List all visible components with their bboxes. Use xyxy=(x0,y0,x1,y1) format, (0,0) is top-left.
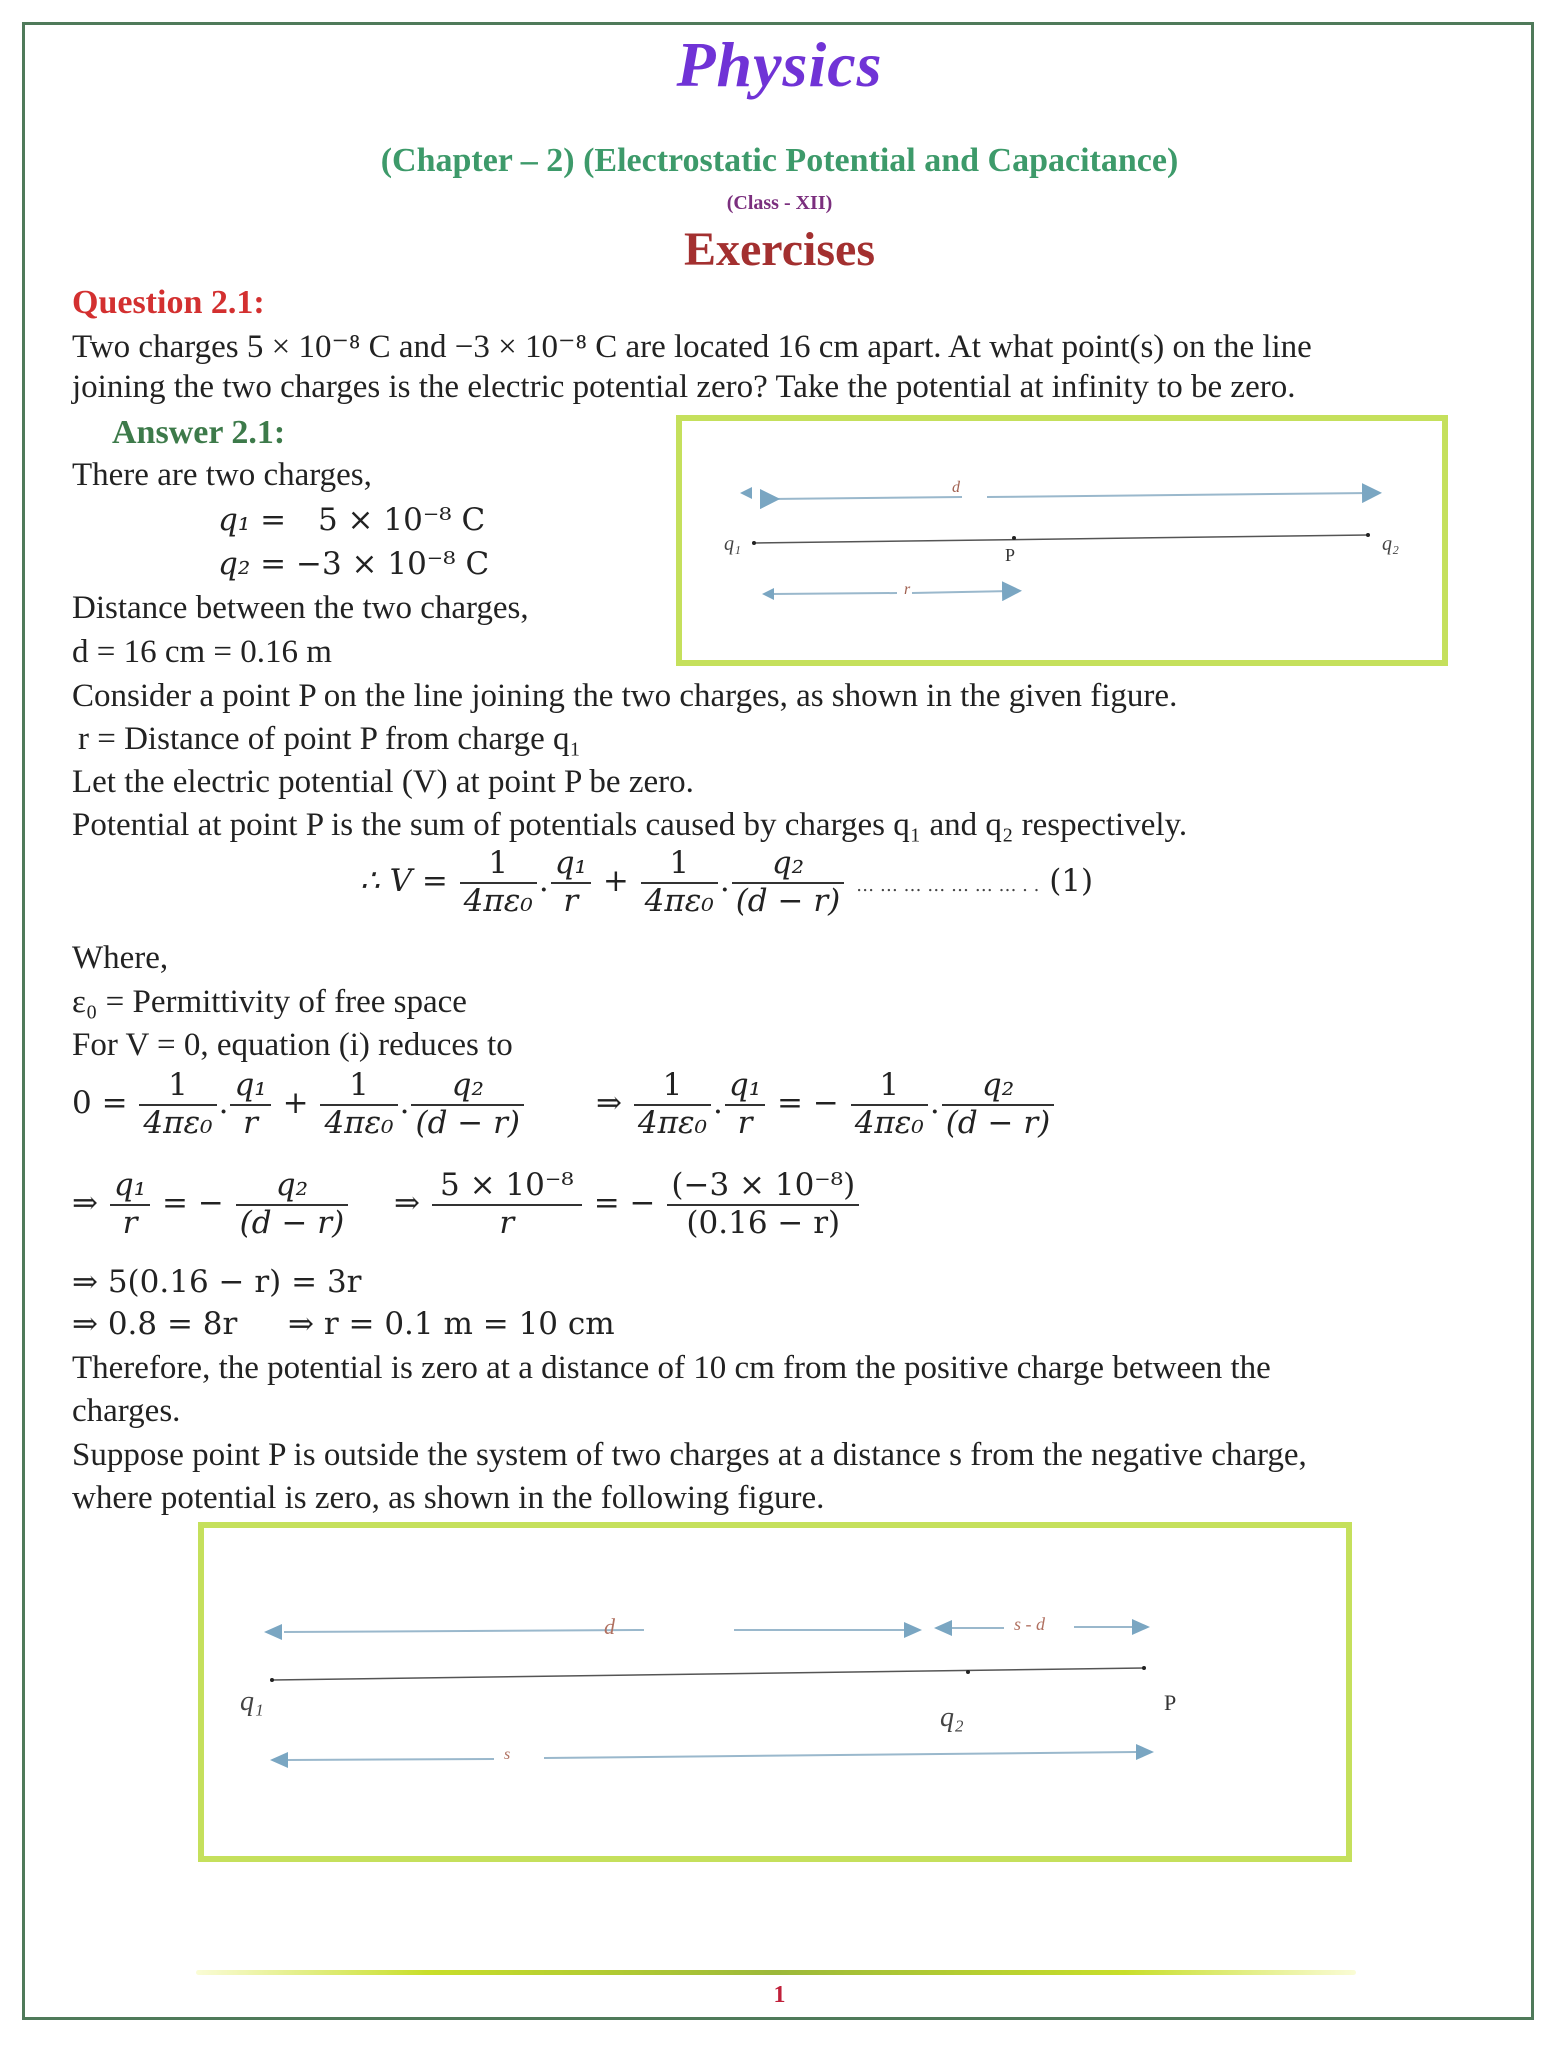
suppose-line-2: where potential is zero, as shown in the following figure. xyxy=(72,1480,825,1516)
frac xyxy=(667,1168,859,1241)
eq1-frac-4 xyxy=(732,846,845,919)
figure-1-charges-with-point-between xyxy=(676,415,1448,666)
distance-label: Distance between the two charges, xyxy=(72,590,529,626)
figure-2-label-q2: q₂ xyxy=(940,1702,964,1733)
frac xyxy=(320,1068,397,1141)
numerator: (−3 × 10⁻⁸) xyxy=(667,1168,859,1206)
denominator: r xyxy=(563,882,579,919)
numerator: q₂ xyxy=(236,1168,349,1206)
numerator: q₂ xyxy=(411,1068,524,1106)
let-v-text: Let the electric potential (V) at point P be zero. xyxy=(72,764,694,800)
figure-1-label-q1: q₁ xyxy=(724,533,741,555)
class-heading: (Class - XII) xyxy=(726,192,833,214)
numerator: 1 xyxy=(851,1068,928,1106)
figure-1-label-r: r xyxy=(904,581,911,598)
frac xyxy=(634,1068,711,1141)
step-4: ⇒ 5(0.16 − r) = 3r xyxy=(72,1264,362,1300)
suppose-line-1: Suppose point P is outside the system of two charges at a distance s from the negative charge, xyxy=(72,1437,1307,1473)
q1-rhs: 5 × 10⁻⁸ C xyxy=(317,502,486,538)
implies: ⇒ xyxy=(394,1185,420,1222)
chapter-heading: (Chapter – 2) (Electrostatic Potential and Capacitance) xyxy=(380,142,1179,179)
figure-2-label-d: d xyxy=(604,1614,615,1639)
denominator: (d − r) xyxy=(415,1104,521,1141)
figure-2-label-q1: q₁ xyxy=(240,1686,264,1717)
where-text: Where, xyxy=(72,940,169,976)
eq1-frac-2 xyxy=(551,846,591,919)
numerator: q₁ xyxy=(725,1068,765,1106)
denominator: (0.16 − r) xyxy=(686,1204,841,1241)
distance-value: d = 16 cm = 0.16 m xyxy=(72,634,332,670)
denominator: (d − r) xyxy=(735,882,841,919)
q1-lhs: q₁ = xyxy=(218,502,287,538)
denominator: (d − r) xyxy=(239,1204,345,1241)
answer-label: Answer 2.1: xyxy=(112,414,286,451)
frac xyxy=(411,1068,524,1141)
denominator: 4πε₀ xyxy=(644,882,714,919)
denominator: 4πε₀ xyxy=(637,1104,708,1141)
implies: ⇒ xyxy=(72,1185,98,1222)
numerator: 1 xyxy=(634,1068,711,1106)
figure-2-label-s-minus-d: s - d xyxy=(1014,1614,1045,1634)
figure-1-label-q2: q₂ xyxy=(1382,533,1399,555)
equation-3-left xyxy=(72,1168,350,1241)
frac xyxy=(851,1068,928,1141)
numerator: 1 xyxy=(460,846,537,884)
r-definition: r = Distance of point P from charge q₁ xyxy=(78,721,581,757)
numerator: 5 × 10⁻⁸ xyxy=(432,1168,582,1206)
footer-divider xyxy=(196,1970,1356,1975)
denominator: 4πε₀ xyxy=(463,882,533,919)
section-heading: Exercises xyxy=(683,223,876,276)
eq1-dots: … … … … … … … . . xyxy=(856,875,1040,897)
eq1-frac-1 xyxy=(460,846,537,919)
eq2-zero: 0 = xyxy=(72,1085,128,1122)
eq1-plus: + xyxy=(602,863,629,900)
frac xyxy=(942,1068,1055,1141)
numerator: q₁ xyxy=(551,846,591,884)
q2-equation xyxy=(218,546,489,582)
equation-3-right xyxy=(394,1168,861,1241)
step-5b: ⇒ r = 0.1 m = 10 cm xyxy=(288,1306,615,1342)
answer-intro: There are two charges, xyxy=(72,457,372,493)
denominator: r xyxy=(122,1204,138,1241)
conclusion-line-1: Therefore, the potential is zero at a distance of 10 cm from the positive charge between the xyxy=(72,1350,1271,1386)
consider-text: Consider a point P on the line joining the two charges, as shown in the given figure. xyxy=(72,678,1178,714)
denominator: r xyxy=(499,1204,515,1241)
epsilon-definition: ε₀ = Permittivity of free space xyxy=(72,984,467,1020)
question-text-line-2: joining the two charges is the electric potential zero? Take the potential at infinity to be zero. xyxy=(72,369,1296,405)
denominator: 4πε₀ xyxy=(324,1104,394,1141)
frac xyxy=(139,1068,216,1141)
equals-minus: = − xyxy=(593,1185,656,1222)
figure-1-diagram xyxy=(682,421,1442,660)
for-v0-text: For V = 0, equation (i) reduces to xyxy=(72,1027,513,1063)
figure-1-label-d: d xyxy=(952,479,960,496)
numerator: q₁ xyxy=(110,1168,150,1206)
question-label: Question 2.1: xyxy=(72,284,265,321)
denominator: (d − r) xyxy=(945,1104,1051,1141)
eq1-frac-3 xyxy=(641,846,718,919)
numerator: 1 xyxy=(641,846,718,884)
numerator: q₁ xyxy=(230,1068,270,1106)
denominator: 4πε₀ xyxy=(854,1104,924,1141)
frac xyxy=(432,1168,582,1241)
sum-text: Potential at point P is the sum of potentials caused by charges q₁ and q₂ respectively. xyxy=(72,807,1188,843)
plus: + xyxy=(282,1085,309,1122)
conclusion-line-2: charges. xyxy=(72,1393,181,1429)
frac xyxy=(230,1068,270,1141)
figure-2-label-p: P xyxy=(1164,1690,1177,1715)
implies: ⇒ xyxy=(596,1085,622,1122)
frac xyxy=(110,1168,150,1241)
denominator: r xyxy=(737,1104,753,1141)
page-number: 1 xyxy=(773,1982,786,2008)
numerator: 1 xyxy=(139,1068,216,1106)
step-5a: ⇒ 0.8 = 8r xyxy=(72,1306,238,1342)
q2-lhs: q₂ = xyxy=(218,546,287,582)
figure-2-point-outside-charges xyxy=(198,1522,1352,1862)
eq1-prefix: ∴ V = xyxy=(360,863,448,900)
figure-2-label-s: s xyxy=(504,1746,511,1763)
equation-1: ∴ V = $\frac{1}{\text{4πε₀}}$ . $\frac{\text{q₁}}{r}$ + $\frac{1}{\text{4πε₀}}$ . $\frac{\text{q₂}}{(d - r)}$ … … … … … … … . . (1) xyxy=(360,845,1094,919)
numerator: q₂ xyxy=(942,1068,1055,1106)
equals-minus: = − xyxy=(161,1185,224,1222)
equation-2-left: 0 = $\frac{1}{\text{4πε₀}}$ . $\frac{\text{q₁}}{r}$ + $\frac{1}{\text{4πε₀}}$ . $\frac{\text{q₂}}{(d - r)}$ xyxy=(72,1068,526,1141)
eq1-number: (1) xyxy=(1049,863,1094,900)
page-title: Physics xyxy=(676,29,883,100)
question-text-line-1: Two charges 5 × 10⁻⁸ C and −3 × 10⁻⁸ C are located 16 cm apart. At what point(s) on the line xyxy=(72,329,1312,365)
figure-1-label-p: P xyxy=(1005,545,1016,565)
frac xyxy=(725,1068,765,1141)
denominator: r xyxy=(243,1104,258,1141)
denominator: 4πε₀ xyxy=(143,1104,213,1141)
equation-2-right: ⇒ $\frac{1}{\text{4πε₀}}$ . $\frac{\text{q₁}}{r}$ = − $\frac{1}{\text{4πε₀}}$ . $\frac{\text{q₂}}{(d - r)}$ xyxy=(596,1068,1056,1141)
equals-minus: = − xyxy=(777,1085,839,1122)
numerator: q₂ xyxy=(732,846,845,884)
q2-rhs: −3 × 10⁻⁸ C xyxy=(295,546,490,582)
numerator: 1 xyxy=(320,1068,397,1106)
frac xyxy=(236,1168,349,1241)
q1-equation xyxy=(218,502,485,538)
